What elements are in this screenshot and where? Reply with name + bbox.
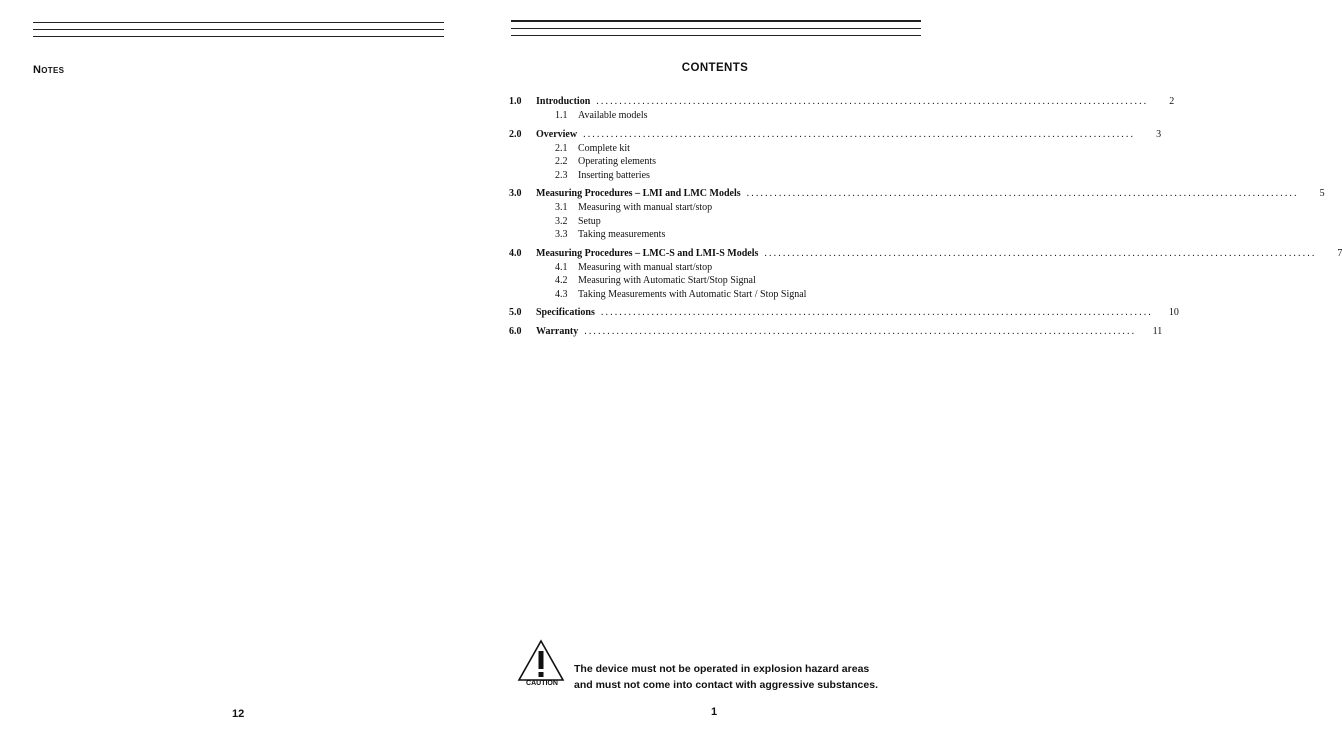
toc-subentry-number: 2.2 [555, 156, 568, 167]
left-header-rule-bottom [33, 36, 444, 37]
toc-subentry-title: Taking measurements [578, 229, 666, 240]
toc-dot-leader: ........................................................................................................................ [596, 96, 1149, 107]
contents-heading: CONTENTS [681, 62, 749, 74]
toc-entry-number: 5.0 [509, 307, 522, 318]
toc-entry-title: Measuring Procedures – LMI and LMC Models [536, 188, 741, 199]
right-page-number: 1 [711, 706, 718, 718]
toc-subentry[interactable] [509, 216, 911, 230]
caution-line-1: The device must not be operated in explosion hazard areas [574, 663, 870, 675]
toc-entry-title: Specifications [536, 307, 595, 318]
toc-entry[interactable] [509, 128, 1162, 143]
toc-subentry-number: 4.3 [555, 288, 568, 300]
toc-entry-number: 3.0 [509, 188, 522, 199]
toc-subentry-title: Taking Measurements with Automatic Start / Stop Signal [578, 288, 807, 300]
toc-entry[interactable] [509, 96, 1175, 110]
toc-entry-page: 5 [1319, 188, 1325, 199]
toc-subentry-title: Operating elements [578, 156, 657, 167]
right-header-rule-middle [511, 28, 921, 29]
caution-line-2: and must not come into contact with aggressive substances. [574, 678, 878, 691]
toc-subentry-number: 4.1 [555, 261, 568, 273]
toc-subentry-title: Complete kit [578, 142, 630, 154]
toc-dot-leader: ........................................................................................................................ [746, 188, 1299, 199]
left-header-rule-middle [33, 29, 444, 30]
toc-dot-leader: ........................................................................................................................ [600, 307, 1153, 318]
toc-subentry-title: Inserting batteries [578, 169, 650, 181]
toc-subentry-title: Measuring with manual start/stop [578, 261, 713, 273]
left-header-rule-top [33, 22, 444, 23]
toc-entry-page: 11 [1152, 326, 1163, 337]
toc-subentry-title: Available models [578, 110, 648, 121]
toc-entry-title: Introduction [536, 96, 591, 107]
toc-subentry-number: 3.3 [555, 229, 568, 240]
toc-subentry[interactable] [509, 229, 911, 243]
toc-section [509, 247, 1342, 303]
toc-entry[interactable] [509, 307, 1179, 321]
toc-dot-leader: ........................................................................................................................ [583, 128, 1136, 140]
toc-subentry-title: Measuring with Automatic Start/Stop Signal [578, 275, 756, 286]
caution-message [574, 662, 878, 693]
toc-entry[interactable] [509, 247, 1342, 262]
toc-entry-page: 3 [1156, 128, 1162, 140]
caution-triangle-icon [517, 639, 565, 681]
toc-subentry-number: 3.2 [555, 215, 568, 227]
toc-subentry-number: 4.2 [555, 275, 568, 286]
toc-entry-number: 1.0 [509, 96, 522, 107]
toc-section [509, 128, 1162, 184]
toc-entry-title: Measuring Procedures – LMC-S and LMI-S Models [536, 247, 759, 259]
toc-subentry[interactable] [509, 156, 911, 170]
toc-subentry[interactable] [509, 170, 911, 184]
toc-section [509, 96, 1175, 124]
toc-entry-number: 6.0 [509, 326, 522, 337]
toc-entry[interactable] [509, 326, 1163, 340]
toc-entry-page: 7 [1337, 247, 1342, 259]
toc-subentry-title: Setup [578, 215, 601, 227]
toc-subentry-title: Measuring with manual start/stop [578, 202, 713, 213]
toc-subentry[interactable] [509, 262, 911, 276]
toc-subentry-number: 2.3 [555, 169, 568, 181]
toc-entry-title: Overview [536, 128, 578, 140]
notes-heading: Notes [33, 64, 65, 76]
toc-subentry[interactable] [509, 202, 911, 216]
toc-subentry[interactable] [509, 275, 911, 289]
toc-subentry[interactable] [509, 289, 911, 303]
toc-subentry[interactable] [509, 110, 911, 124]
toc-section [509, 307, 1179, 321]
toc-subentry-number: 1.1 [555, 110, 568, 121]
toc-section [509, 188, 1325, 243]
toc-entry-number: 2.0 [509, 128, 522, 140]
toc-entry-number: 4.0 [509, 247, 522, 259]
toc-subentry-number: 3.1 [555, 202, 568, 213]
toc-subentry[interactable] [509, 143, 911, 157]
right-header-rule-top [511, 20, 921, 22]
toc-dot-leader: ........................................................................................................................ [584, 326, 1137, 337]
toc-entry-title: Warranty [536, 326, 579, 337]
toc-entry-page: 2 [1169, 96, 1175, 107]
left-page-number: 12 [232, 708, 245, 720]
table-of-contents [509, 96, 1342, 345]
caution-label: CAUTION [526, 680, 558, 687]
toc-entry-page: 10 [1168, 307, 1179, 318]
right-header-rule-bottom [511, 35, 921, 36]
toc-entry[interactable] [509, 188, 1325, 202]
toc-section [509, 326, 1163, 340]
toc-subentry-number: 2.1 [555, 142, 568, 154]
toc-dot-leader: ........................................................................................................................ [764, 247, 1317, 259]
